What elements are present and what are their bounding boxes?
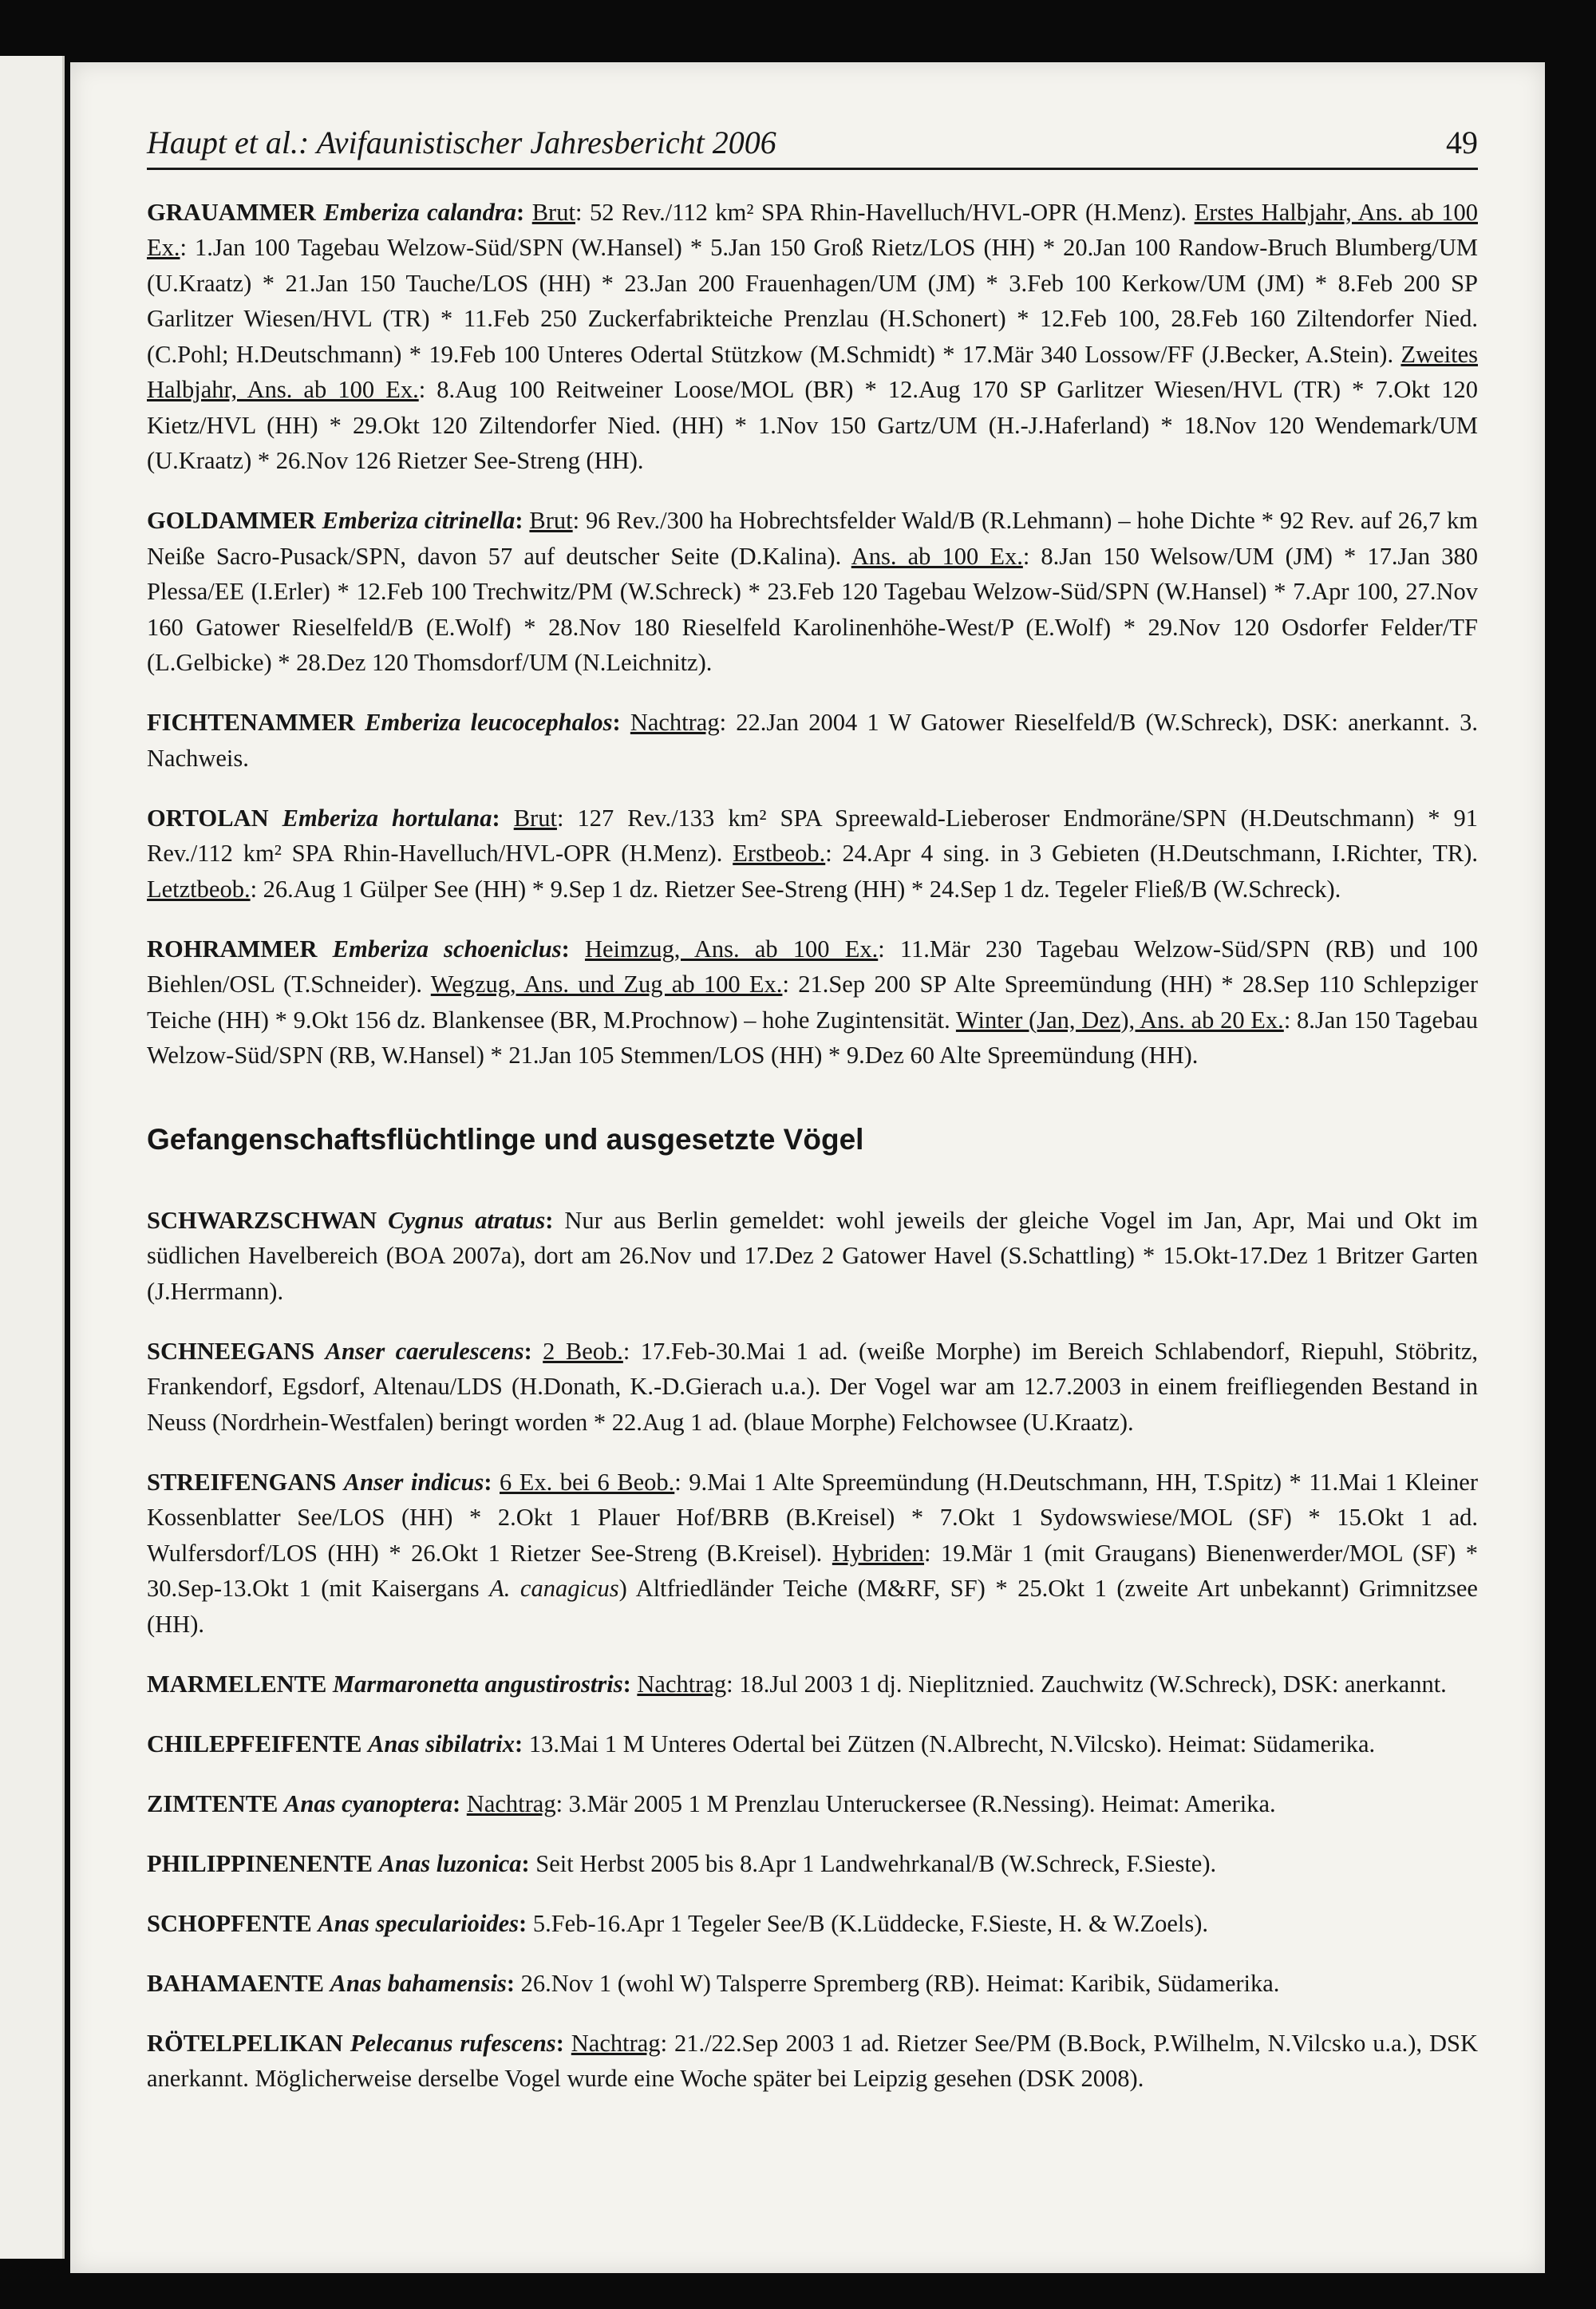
- entry-text: : 17.Feb-30.Mai 1 ad. (weiße Morphe) im Bereich Schlabendorf, Riepuhl, Stöbritz, Frankendorf, Egsdorf, Altenau/LDS (H.Donath, K.-D.Gierach u.a.). Der Vogel war am 12.7.2003 in einem freifliegenden Bestand in Neuss (Nordrhein-Westfalen) beringt worden * 22.Aug 1 ad. (blaue Morphe) Felchowsee (U.Kraatz).: [147, 1337, 1478, 1436]
- species-scientific-name: Anas luzonica: [378, 1849, 522, 1877]
- running-head-title: Haupt et al.: Avifaunistischer Jahresbericht 2006: [147, 125, 776, 160]
- species-scientific-name: Cygnus atratus: [388, 1206, 546, 1234]
- species-scientific-name: Anas bahamensis: [330, 1969, 507, 1997]
- species-scientific-name: Anas cyanoptera: [284, 1789, 452, 1817]
- species-common-name: STREIFENGANS: [147, 1468, 337, 1496]
- species-entry: ROHRAMMER Emberiza schoeniclus: Heimzug, Ans. ab 100 Ex.: 11.Mär 230 Tagebau Welzow-Süd/SPN (RB) und 100 Biehlen/OSL (T.Schneider). Wegzug, Ans. und Zug ab 100 Ex.: 21.Sep 200 SP Alte Spreemündung (HH) * 28.Sep 110 Schlepziger Teiche (HH) * 9.Okt 156 dz. Blankensee (BR, M.Prochnow) – hohe Zugintensität. Winter (Jan, Dez), Ans. ab 20 Ex.: 8.Jan 150 Tagebau Welzow-Süd/SPN (RB, W.Hansel) * 21.Jan 105 Stemmen/LOS (HH) * 9.Dez 60 Alte Spreemündung (HH).: [147, 935, 1478, 1069]
- entry-text: : 9.Mai 1 Alte Spreemündung (H.Deutschmann, HH, T.Spitz) * 11.Mai 1 Kleiner Kossenblatter See/LOS (HH) * 2.Okt 1 Plauer Hof/BRB (B.Kreisel) * 7.Okt 1 Sydowswiese/MOL (SF) * 15.Okt 1 ad. Wulfersdorf/LOS (HH) * 26.Okt 1 Rietzer See-Streng (B.Kreisel).: [147, 1468, 1478, 1567]
- species-entry: PHILIPPINENENTE Anas luzonica: Seit Herbst 2005 bis 8.Apr 1 Landwehrkanal/B (W.Schreck, F.Sieste).: [147, 1849, 1217, 1877]
- species-common-name: ORTOLAN: [147, 804, 269, 832]
- species-common-name: MARMELENTE: [147, 1670, 327, 1698]
- entry-text: Nur aus Berlin gemeldet: wohl jeweils der gleiche Vogel im Jan, Apr, Mai und Okt im südlichen Havelbereich (BOA 2007a), dort am 26.Nov und 17.Dez 2 Gatower Havel (S.Schattling) * 15.Okt-17.Dez 1 Britzer Garten (J.Herrmann).: [147, 1206, 1479, 1305]
- entry-text: : 96 Rev./300 ha Hobrechtsfelder Wald/B (R.Lehmann) – hohe Dichte * 92 Rev. auf 26,7 km Neiße Sacro-Pusack/SPN, davon 57 auf deutscher Seite (D.Kalina).: [147, 507, 1478, 570]
- entry-text: : 8.Jan 150 Welsow/UM (JM) * 17.Jan 380 Plessa/EE (I.Erler) * 12.Feb 100 Trechwitz/PM (W.Schreck) * 23.Feb 120 Tagebau Welzow-Süd/SPN (W.Hansel) * 7.Apr 100, 27.Nov 160 Gatower Rieselfeld/B (E.Wolf) * 28.Nov 180 Rieselfeld Karolinenhöhe-West/P (E.Wolf) * 29.Nov 120 Osdorfer Felder/TF (L.Gelbicke) * 28.Dez 120 Thomsdorf/UM (N.Leichnitz).: [147, 542, 1478, 676]
- entry-text: 13.Mai 1 M Unteres Odertal bei Zützen (N.Albrecht, N.Vilcsko). Heimat: Südamerika.: [528, 1730, 1376, 1757]
- entry-text: : 22.Jan 2004 1 W Gatower Rieselfeld/B (W.Schreck), DSK: anerkannt. 3. Nachweis.: [147, 709, 1478, 772]
- entry-subheading: Nachtrag: [466, 1789, 556, 1817]
- species-scientific-name: Marmaronetta angustirostris: [333, 1670, 623, 1698]
- species-entry: RÖTELPELIKAN Pelecanus rufescens: Nachtrag: 21./22.Sep 2003 1 ad. Rietzer See/PM (B.Bock, P.Wilhelm, N.Vilcsko u.a.), DSK anerkannt. Möglicherweise derselbe Vogel wurde eine Woche später bei Leipzig gesehen (DSK 2008).: [147, 2029, 1478, 2092]
- entry-text: : 24.Apr 4 sing. in 3 Gebieten (H.Deutschmann, I.Richter, TR).: [825, 840, 1478, 867]
- entry-subheading: Erstes Halbjahr, Ans. ab 100 Ex.: [147, 198, 1478, 261]
- species-common-name: CHILEPFEIFENTE: [147, 1730, 362, 1757]
- entry-subheading: Ans. ab 100 Ex.: [851, 542, 1023, 570]
- species-common-name: BAHAMAENTE: [147, 1969, 324, 1997]
- species-common-name: SCHWARZSCHWAN: [147, 1206, 377, 1234]
- species-entry: GRAUAMMER Emberiza calandra: Brut: 52 Rev./112 km² SPA Rhin-Havelluch/HVL-OPR (H.Menz). Erstes Halbjahr, Ans. ab 100 Ex.: 1.Jan 100 Tagebau Welzow-Süd/SPN (W.Hansel) * 5.Jan 150 Groß Rietz/LOS (HH) * 20.Jan 100 Randow-Bruch Blumberg/UM (U.Kraatz) * 21.Jan 150 Tauche/LOS (HH) * 23.Jan 200 Frauenhagen/UM (JM) * 3.Feb 100 Kerkow/UM (JM) * 8.Feb 200 SP Garlitzer Wiesen/HVL (TR) * 11.Feb 250 Zuckerfabrikteiche Prenzlau (H.Schonert) * 12.Feb 100, 28.Feb 160 Ziltendorfer Nied. (C.Pohl; H.Deutschmann) * 19.Feb 100 Unteres Odertal Stützkow (M.Schmidt) * 17.Mär 340 Lossow/FF (J.Becker, A.Stein). Zweites Halbjahr, Ans. ab 100 Ex.: 8.Aug 100 Reitweiner Loose/MOL (BR) * 12.Aug 170 SP Garlitzer Wiesen/HVL (TR) * 7.Okt 120 Kietz/HVL (HH) * 29.Okt 120 Ziltendorfer Nied. (HH) * 1.Nov 150 Gartz/UM (H.-J.Haferland) * 18.Nov 120 Wendemark/UM (U.Kraatz) * 26.Nov 126 Rietzer See-Streng (HH).: [147, 198, 1478, 474]
- species-common-name: SCHOPFENTE: [147, 1909, 312, 1937]
- entry-subheading: Heimzug, Ans. ab 100 Ex.: [584, 935, 879, 963]
- entry-text: 5.Feb-16.Apr 1 Tegeler See/B (K.Lüddecke, F.Sieste, H. & W.Zoels).: [532, 1909, 1209, 1937]
- entry-subheading: Hybriden: [832, 1539, 925, 1567]
- species-scientific-name: Emberiza citrinella: [322, 507, 516, 534]
- entry-subheading: 6 Ex. bei 6 Beob.: [500, 1468, 675, 1496]
- entry-subheading: 2 Beob.: [543, 1337, 623, 1365]
- entry-subheading: Brut: [529, 507, 573, 534]
- entry-text: : 11.Mär 230 Tagebau Welzow-Süd/SPN (RB) und 100 Biehlen/OSL (T.Schneider).: [147, 935, 1478, 998]
- entry-text: : 1.Jan 100 Tagebau Welzow-Süd/SPN (W.Hansel) * 5.Jan 150 Groß Rietz/LOS (HH) * 20.Jan 100 Randow-Bruch Blumberg/UM (U.Kraatz) * 21.Jan 150 Tauche/LOS (HH) * 23.Jan 200 Frauenhagen/UM (JM) * 3.Feb 100 Kerkow/UM (JM) * 8.Feb 200 SP Garlitzer Wiesen/HVL (TR) * 11.Feb 250 Zuckerfabrikteiche Prenzlau (H.Schonert) * 12.Feb 100, 28.Feb 160 Ziltendorfer Nied. (C.Pohl; H.Deutschmann) * 19.Feb 100 Unteres Odertal Stützkow (M.Schmidt) * 17.Mär 340 Lossow/FF (J.Becker, A.Stein).: [147, 234, 1478, 368]
- species-entry: ORTOLAN Emberiza hortulana: Brut: 127 Rev./133 km² SPA Spreewald-Lieberoser Endmoräne/SPN (H.Deutschmann) * 91 Rev./112 km² SPA Rhin-Havelluch/HVL-OPR (H.Menz). Erstbeob.: 24.Apr 4 sing. in 3 Gebieten (H.Deutschmann, I.Richter, TR). Letztbeob.: 26.Aug 1 Gülper See (HH) * 9.Sep 1 dz. Rietzer See-Streng (HH) * 24.Sep 1 dz. Tegeler Fließ/B (W.Schreck).: [147, 804, 1478, 903]
- species-scientific-name: Emberiza hortulana: [282, 804, 492, 832]
- species-entry: SCHOPFENTE Anas specularioides: 5.Feb-16.Apr 1 Tegeler See/B (K.Lüddecke, F.Sieste, H. & W.Zoels).: [147, 1909, 1209, 1937]
- entry-subheading: Nachtrag: [637, 1670, 727, 1698]
- entry-subheading: Nachtrag: [630, 709, 720, 736]
- species-common-name: PHILIPPINENENTE: [147, 1849, 373, 1877]
- entry-text: ) Altfriedländer Teiche (M&RF, SF) * 25.Okt 1 (zweite Art unbekannt) Grimnitzsee (HH).: [147, 1575, 1478, 1638]
- entry-subheading: Erstbeob.: [733, 840, 826, 867]
- species-scientific-name: Emberiza schoeniclus: [332, 935, 562, 963]
- entry-text: : 3.Mär 2005 1 M Prenzlau Unteruckersee (R.Nessing). Heimat: Amerika.: [555, 1789, 1276, 1817]
- species-common-name: GOLDAMMER: [147, 507, 316, 534]
- entry-text: : 127 Rev./133 km² SPA Spreewald-Lieberoser Endmoräne/SPN (H.Deutschmann) * 91 Rev./112 km² SPA Rhin-Havelluch/HVL-OPR (H.Menz).: [147, 804, 1478, 867]
- facing-page-edge: [0, 56, 65, 2259]
- species-scientific-name: Anser caerulescens: [325, 1337, 524, 1365]
- entry-text: Seit Herbst 2005 bis 8.Apr 1 Landwehrkanal/B (W.Schreck, F.Sieste).: [535, 1849, 1217, 1877]
- species-entry: STREIFENGANS Anser indicus: 6 Ex. bei 6 Beob.: 9.Mai 1 Alte Spreemündung (H.Deutschmann, HH, T.Spitz) * 11.Mai 1 Kleiner Kossenblatter See/LOS (HH) * 2.Okt 1 Plauer Hof/BRB (B.Kreisel) * 7.Okt 1 Sydowswiese/MOL (SF) * 15.Okt 1 ad. Wulfersdorf/LOS (HH) * 26.Okt 1 Rietzer See-Streng (B.Kreisel). Hybriden: 19.Mär 1 (mit Graugans) Bienenwerder/MOL (SF) * 30.Sep-13.Okt 1 (mit Kaisergans A. canagicus) Altfriedländer Teiche (M&RF, SF) * 25.Okt 1 (zweite Art unbekannt) Grimnitzsee (HH).: [147, 1468, 1479, 1638]
- species-common-name: ROHRAMMER: [147, 935, 318, 963]
- species-entry: FICHTENAMMER Emberiza leucocephalos: Nachtrag: 22.Jan 2004 1 W Gatower Rieselfeld/B (W.Schreck), DSK: anerkannt. 3. Nachweis.: [147, 709, 1478, 772]
- species-scientific-name: Emberiza calandra: [323, 198, 517, 226]
- species-scientific-name: Emberiza leucocephalos: [365, 709, 613, 736]
- entry-text: : 8.Aug 100 Reitweiner Loose/MOL (BR) * 12.Aug 170 SP Garlitzer Wiesen/HVL (TR) * 7.Okt 120 Kietz/HVL (HH) * 29.Okt 120 Ziltendorfer Nied. (HH) * 1.Nov 150 Gartz/UM (H.-J.Haferland) * 18.Nov 120 Wendemark/UM (U.Kraatz) * 26.Nov 126 Rietzer See-Streng (HH).: [147, 376, 1478, 474]
- species-common-name: SCHNEEGANS: [147, 1337, 315, 1365]
- entry-subheading: Letztbeob.: [147, 875, 251, 903]
- entry-text: : 8.Jan 150 Tagebau Welzow-Süd/SPN (RB, W.Hansel) * 21.Jan 105 Stemmen/LOS (HH) * 9.Dez 60 Alte Spreemündung (HH).: [147, 1006, 1478, 1069]
- section-heading: Gefangenschaftsflüchtlinge und ausgesetzte Vögel: [147, 1122, 864, 1156]
- species-entry: CHILEPFEIFENTE Anas sibilatrix: 13.Mai 1 M Unteres Odertal bei Zützen (N.Albrecht, N.Vilcsko). Heimat: Südamerika.: [147, 1730, 1376, 1757]
- species-common-name: FICHTENAMMER: [147, 709, 355, 736]
- entry-text: : 52 Rev./112 km² SPA Rhin-Havelluch/HVL-OPR (H.Menz).: [575, 198, 1195, 226]
- entry-text: 26.Nov 1 (wohl W) Talsperre Spremberg (RB). Heimat: Karibik, Südamerika.: [520, 1969, 1280, 1997]
- species-common-name: GRAUAMMER: [147, 198, 316, 226]
- species-scientific-name: Anser indicus: [343, 1468, 484, 1496]
- page-number: 49: [1446, 125, 1478, 160]
- species-entry: GOLDAMMER Emberiza citrinella: Brut: 96 Rev./300 ha Hobrechtsfelder Wald/B (R.Lehmann) – hohe Dichte * 92 Rev. auf 26,7 km Neiße Sacro-Pusack/SPN, davon 57 auf deutscher Seite (D.Kalina). Ans. ab 100 Ex.: 8.Jan 150 Welsow/UM (JM) * 17.Jan 380 Plessa/EE (I.Erler) * 12.Feb 100 Trechwitz/PM (W.Schreck) * 23.Feb 120 Tagebau Welzow-Süd/SPN (W.Hansel) * 7.Apr 100, 27.Nov 160 Gatower Rieselfeld/B (E.Wolf) * 28.Nov 180 Rieselfeld Karolinenhöhe-West/P (E.Wolf) * 29.Nov 120 Osdorfer Felder/TF (L.Gelbicke) * 28.Dez 120 Thomsdorf/UM (N.Leichnitz).: [147, 507, 1478, 676]
- running-head: [147, 120, 1478, 170]
- species-entry: SCHWARZSCHWAN Cygnus atratus: Nur aus Berlin gemeldet: wohl jeweils der gleiche Vogel im Jan, Apr, Mai und Okt im südlichen Havelbereich (BOA 2007a), dort am 26.Nov und 17.Dez 2 Gatower Havel (S.Schattling) * 15.Okt-17.Dez 1 Britzer Garten (J.Herrmann).: [147, 1206, 1479, 1305]
- entry-subheading: Zweites Halbjahr, Ans. ab 100 Ex.: [147, 340, 1478, 403]
- species-scientific-name: Pelecanus rufescens: [350, 2029, 556, 2057]
- entry-text: : 18.Jul 2003 1 dj. Nieplitznied. Zauchwitz (W.Schreck), DSK: anerkannt.: [726, 1670, 1447, 1698]
- entry-text: : 19.Mär 1 (mit Graugans) Bienenwerder/MOL (SF) * 30.Sep-13.Okt 1 (mit Kaisergans: [147, 1539, 1479, 1602]
- species-common-name: RÖTELPELIKAN: [147, 2029, 343, 2057]
- entry-subheading: Nachtrag: [571, 2029, 661, 2057]
- entry-text: : 26.Aug 1 Gülper See (HH) * 9.Sep 1 dz. Rietzer See-Streng (HH) * 24.Sep 1 dz. Tegeler Fließ/B (W.Schreck).: [250, 875, 1341, 903]
- entry-text: : 21.Sep 200 SP Alte Spreemündung (HH) * 28.Sep 110 Schlepziger Teiche (HH) * 9.Okt 156 dz. Blankensee (BR, M.Prochnow) – hohe Zugintensität.: [147, 971, 1478, 1034]
- species-entry: BAHAMAENTE Anas bahamensis: 26.Nov 1 (wohl W) Talsperre Spremberg (RB). Heimat: Karibik, Südamerika.: [147, 1969, 1280, 1997]
- species-scientific-name: Anas sibilatrix: [368, 1730, 516, 1757]
- escaped-birds-entries-list: [147, 1203, 1478, 2097]
- entry-subheading: Winter (Jan, Dez), Ans. ab 20 Ex.: [955, 1006, 1284, 1034]
- species-entry: SCHNEEGANS Anser caerulescens: 2 Beob.: 17.Feb-30.Mai 1 ad. (weiße Morphe) im Bereich Schlabendorf, Riepuhl, Stöbritz, Frankendorf, Egsdorf, Altenau/LDS (H.Donath, K.-D.Gierach u.a.). Der Vogel war am 12.7.2003 in einem freifliegenden Bestand in Neuss (Nordrhein-Westfalen) beringt worden * 22.Aug 1 ad. (blaue Morphe) Felchowsee (U.Kraatz).: [147, 1337, 1478, 1436]
- entry-subheading: Brut: [531, 198, 575, 226]
- species-scientific-name: Anas specularioides: [318, 1909, 519, 1937]
- species-entries-list: [147, 195, 1478, 1073]
- page-content: [147, 120, 1478, 2105]
- species-entry: ZIMTENTE Anas cyanoptera: Nachtrag: 3.Mär 2005 1 M Prenzlau Unteruckersee (R.Nessing). Heimat: Amerika.: [147, 1789, 1276, 1817]
- entry-text: A. canagicus: [489, 1575, 619, 1602]
- species-common-name: ZIMTENTE: [147, 1789, 279, 1817]
- entry-subheading: Brut: [513, 804, 557, 832]
- species-entry: MARMELENTE Marmaronetta angustirostris: Nachtrag: 18.Jul 2003 1 dj. Nieplitznied. Zauchwitz (W.Schreck), DSK: anerkannt.: [147, 1670, 1447, 1698]
- entry-subheading: Wegzug, Ans. und Zug ab 100 Ex.: [430, 971, 783, 998]
- journal-page: [70, 62, 1545, 2273]
- entry-text: : 21./22.Sep 2003 1 ad. Rietzer See/PM (B.Bock, P.Wilhelm, N.Vilcsko u.a.), DSK anerkannt. Möglicherweise derselbe Vogel wurde eine Woche später bei Leipzig gesehen (DSK 2008).: [147, 2029, 1478, 2092]
